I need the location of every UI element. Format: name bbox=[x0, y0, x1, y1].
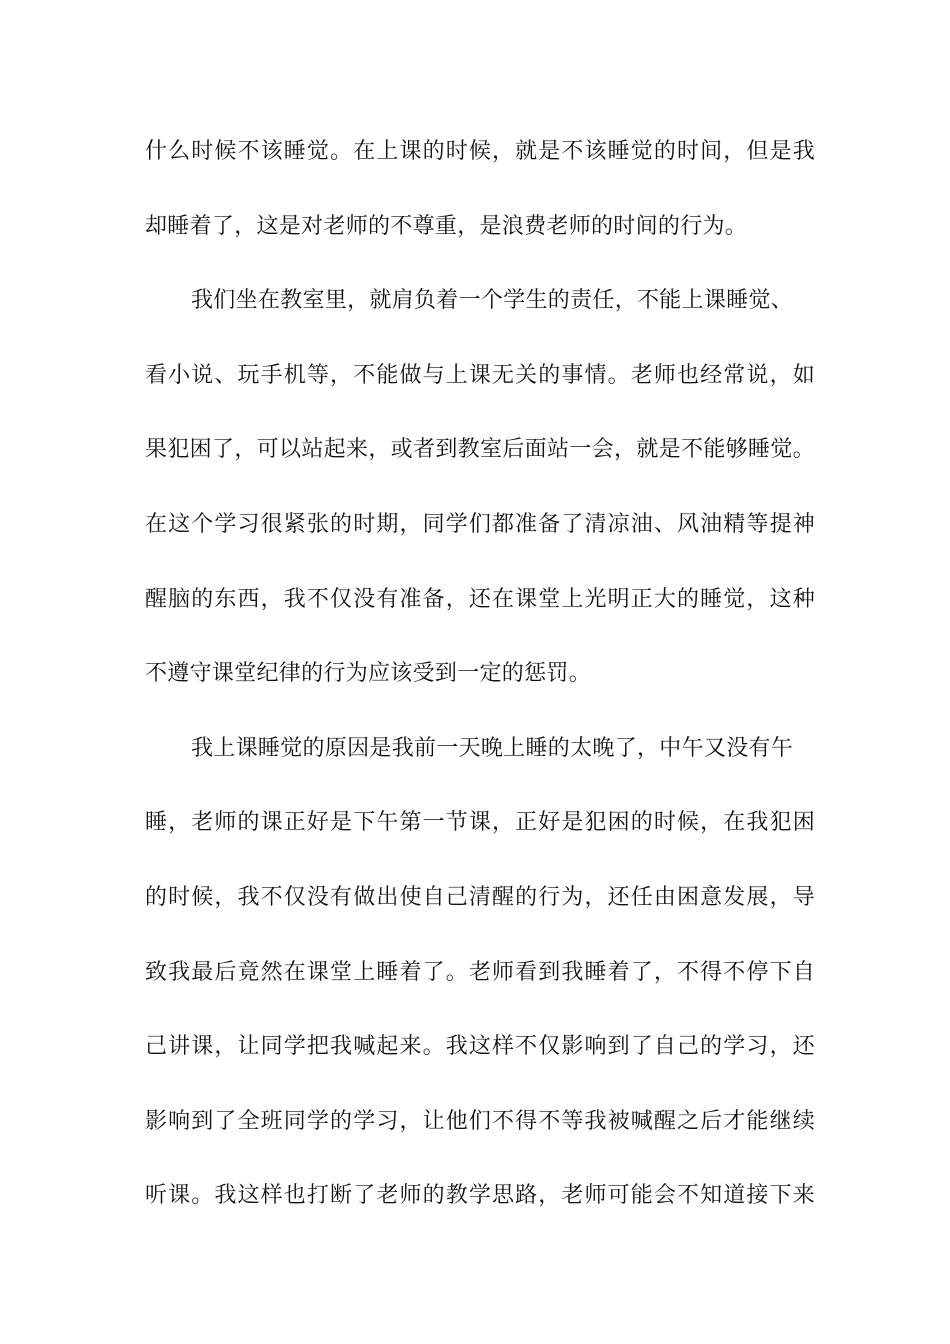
text-line: 在这个学习很紧张的时期，同学们都准备了清凉油、风油精等提神 bbox=[145, 511, 815, 537]
paragraph-start-line: 我们坐在教室里，就肩负着一个学生的责任，不能上课睡觉、 bbox=[191, 288, 794, 314]
text-line: 果犯困了，可以站起来，或者到教室后面站一会，就是不能够睡觉。 bbox=[145, 437, 815, 463]
text-line: 致我最后竟然在课堂上睡着了。老师看到我睡着了，不得不停下自 bbox=[145, 959, 815, 985]
text-line: 的时候，我不仅没有做出使自己清醒的行为，还任由困意发展，导 bbox=[145, 884, 815, 910]
text-line: 睡，老师的课正好是下午第一节课，正好是犯困的时候，在我犯困 bbox=[145, 810, 815, 836]
text-line: 醒脑的东西，我不仅没有准备，还在课堂上光明正大的睡觉，这种 bbox=[145, 586, 815, 612]
text-line: 己讲课，让同学把我喊起来。我这样不仅影响到了自己的学习，还 bbox=[145, 1034, 815, 1060]
text-line: 影响到了全班同学的学习，让他们不得不等我被喊醒之后才能继续 bbox=[145, 1108, 815, 1134]
paragraph-start-line: 我上课睡觉的原因是我前一天晚上睡的太晚了，中午又没有午 bbox=[191, 735, 794, 761]
text-line: 却睡着了，这是对老师的不尊重，是浪费老师的时间的行为。 bbox=[145, 213, 748, 239]
document-text-body bbox=[145, 132, 815, 1251]
text-line: 不遵守课堂纪律的行为应该受到一定的惩罚。 bbox=[145, 661, 592, 687]
text-line: 听课。我这样也打断了老师的教学思路，老师可能会不知道接下来 bbox=[145, 1183, 815, 1209]
text-line: 什么时候不该睡觉。在上课的时候，就是不该睡觉的时间，但是我 bbox=[145, 139, 815, 164]
text-line: 看小说、玩手机等，不能做与上课无关的事情。老师也经常说，如 bbox=[145, 362, 815, 388]
